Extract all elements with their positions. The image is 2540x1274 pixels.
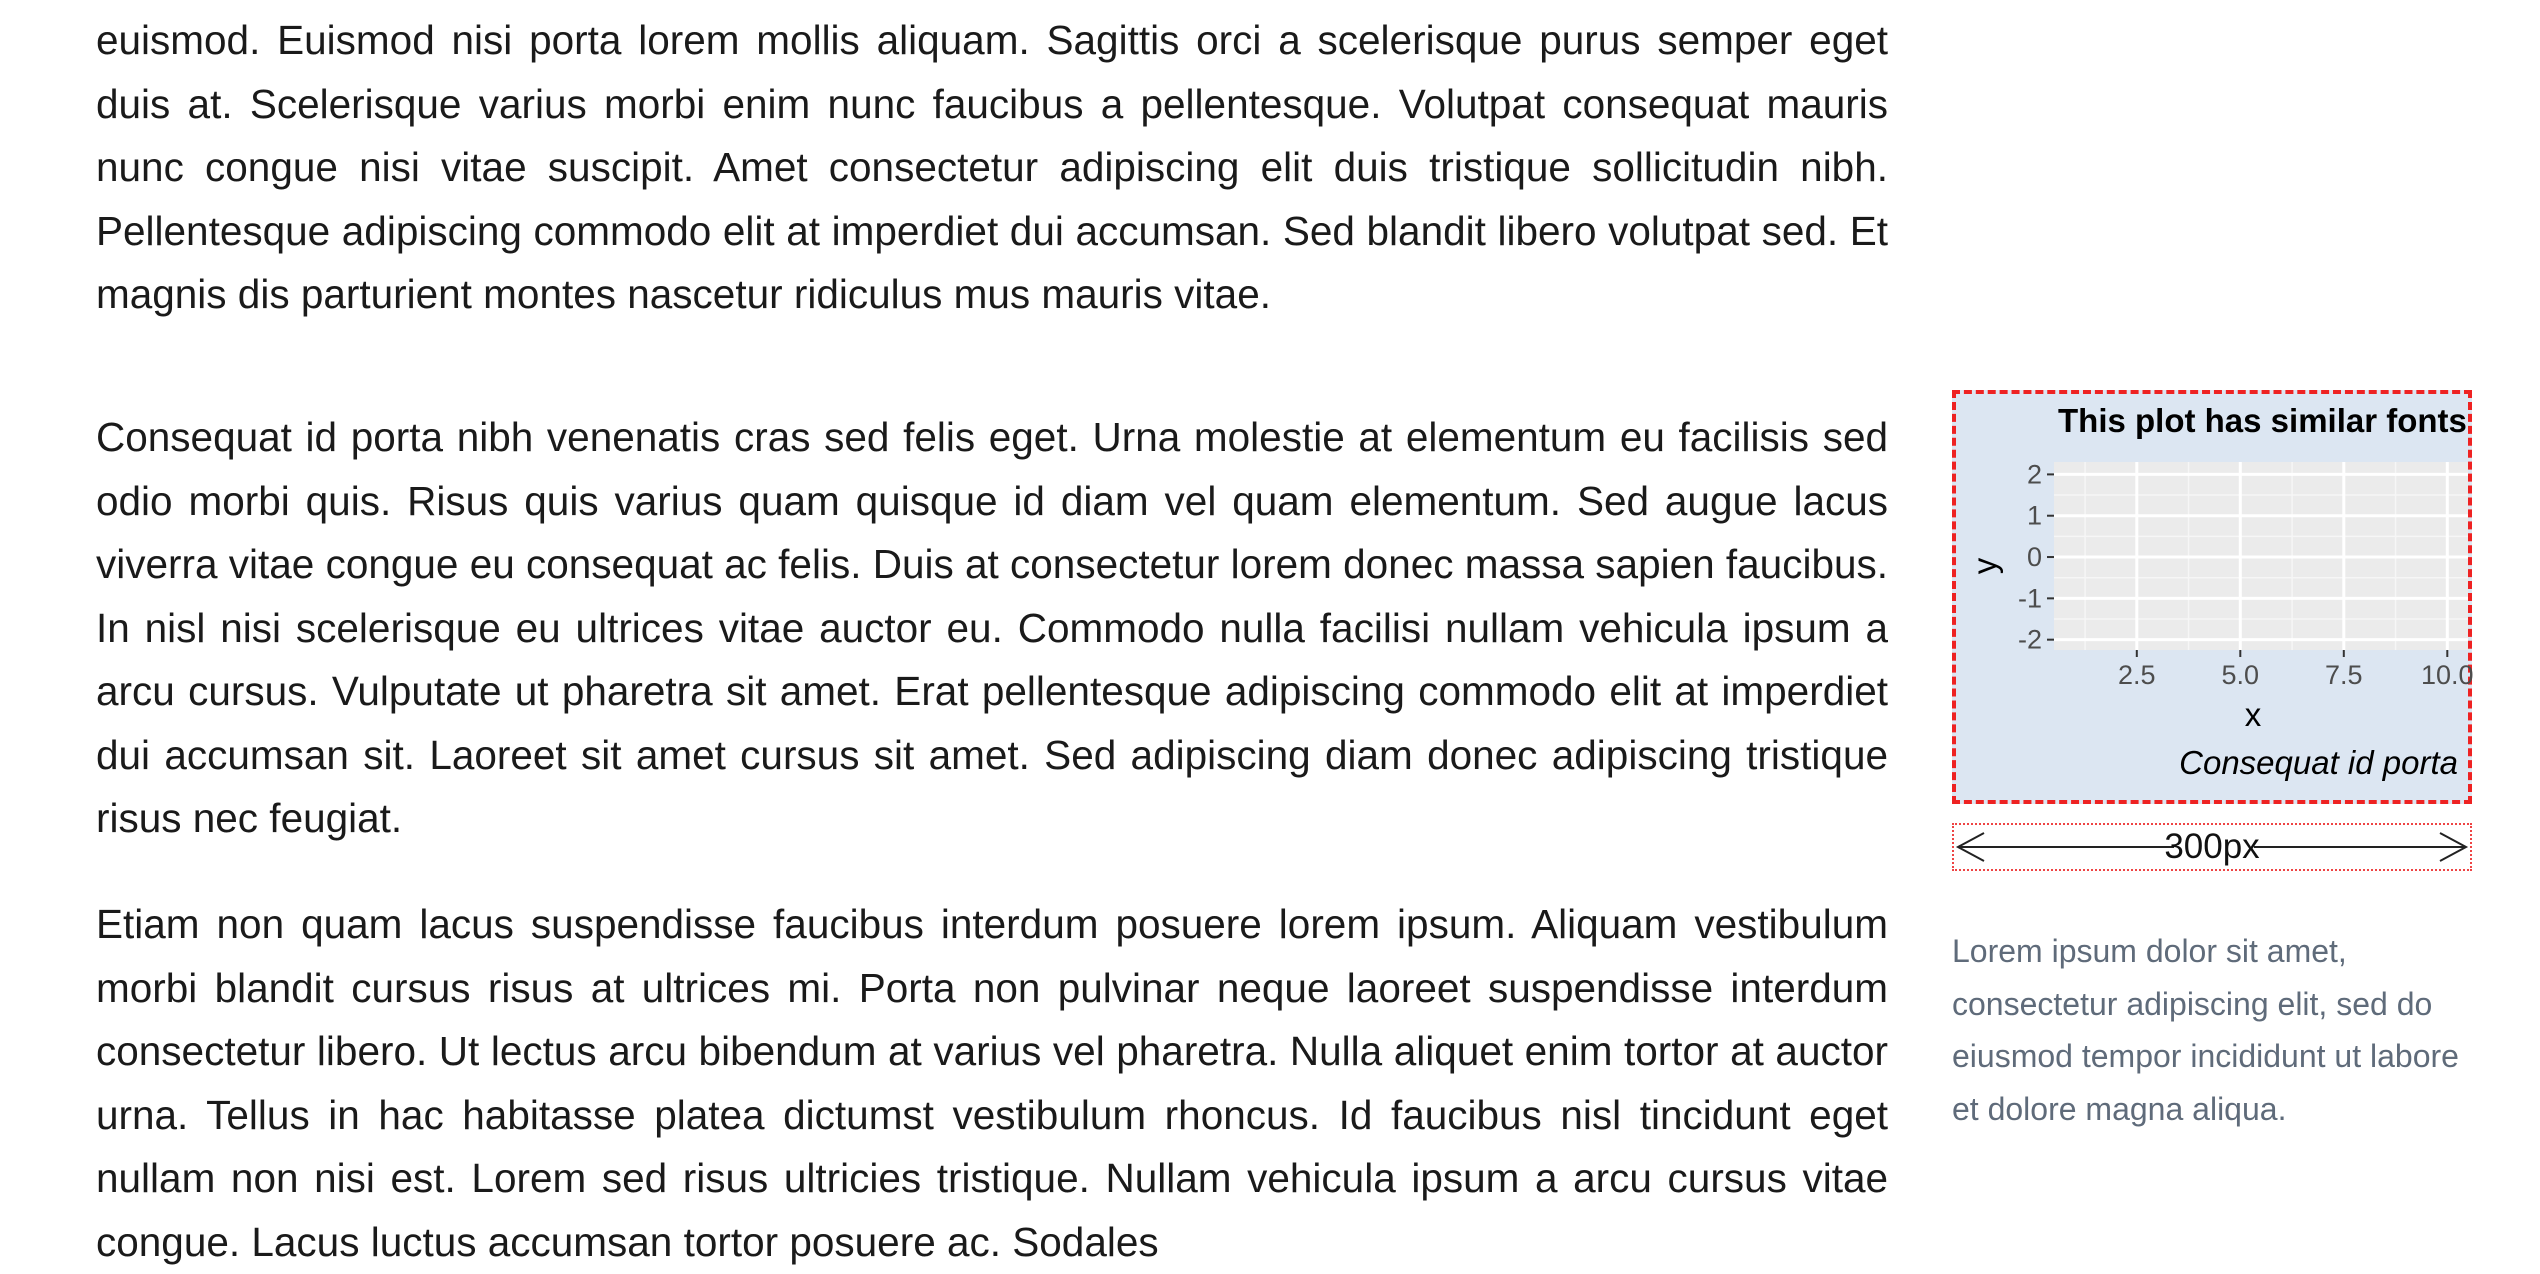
plot-title: This plot has similar fonts — [2058, 402, 2467, 439]
figure-caption: Lorem ipsum dolor sit amet, consectetur adipiscing elit, sed do eiusmod tempor incididunt ut labore et dolore magna aliqua. — [1952, 933, 2459, 1127]
y-axis-label: y — [1966, 557, 2003, 575]
x-tick-label: 5.0 — [2221, 660, 2260, 690]
y-tick-label: -2 — [2017, 624, 2042, 655]
paragraph-1: euismod. Euismod nisi porta lorem mollis aliquam. Sagittis orci a scelerisque purus semper eget duis at. Scelerisque varius morbi enim nunc faucibus a pellentesque. Volutpat consequat mauris nunc congue nisi vitae suscipit. Amet consectetur adipiscing elit duis tristique sollicitudin nibh. Pellentesque adipiscing commodo elit at imperdiet dui accumsan. Sed blandit libero volutpat sed. Et magnis dis parturient montes nascetur ridiculus mus mauris vitae. — [96, 17, 1888, 317]
x-tick-label: 7.5 — [2325, 660, 2363, 690]
width-dimension-marker — [1952, 823, 2472, 871]
y-tick-label: 1 — [2026, 500, 2042, 531]
y-tick-label: 0 — [2026, 542, 2042, 573]
plot-caption: Consequat id porta — [2179, 744, 2458, 781]
plot-figure — [1952, 390, 2472, 804]
x-tick-label: 2.5 — [2118, 660, 2156, 690]
paragraph-2: Consequat id porta nibh venenatis cras sed felis eget. Urna molestie at elementum eu facilisis sed odio morbi quis. Risus quis varius quam quisque id diam vel quam elementum. Sed augue lacus viverra vitae congue eu consequat ac felis. Duis at consectetur lorem donec massa sapien faucibus. In nisl nisi scelerisque eu ultrices vitae auctor eu. Commodo nulla facilisi nullam vehicula ipsum a arcu cursus. Vulputate ut pharetra sit amet. Erat pellentesque adipiscing commodo elit at imperdiet dui accumsan sit. Laoreet sit amet cursus sit amet. Sed adipiscing diam donec adipiscing tristique risus nec feugiat. — [96, 414, 1888, 841]
paragraph-3: Etiam non quam lacus suspendisse faucibus interdum posuere lorem ipsum. Aliquam vestibulum morbi blandit cursus risus at ultrices mi. Porta non pulvinar neque laoreet suspendisse interdum consectetur libero. Ut lectus arcu bibendum at varius vel pharetra. Nulla aliquet enim tortor at auctor urna. Tellus in hac habitasse platea dictumst vestibulum rhoncus. Id faucibus nisl tincidunt eget nullam non nisi est. Lorem sed risus ultricies tristique. Nullam vehicula ipsum a arcu cursus vitae congue. Lacus luctus accumsan tortor posuere ac. Sodales — [96, 901, 1888, 1265]
plot-chart — [1956, 394, 2474, 800]
y-tick-label: -1 — [2017, 583, 2042, 614]
width-label: 300px — [2164, 827, 2260, 866]
x-tick-label: 10.0 — [2421, 660, 2474, 690]
x-axis-label: x — [2244, 696, 2262, 733]
y-tick-label: 2 — [2026, 459, 2042, 490]
